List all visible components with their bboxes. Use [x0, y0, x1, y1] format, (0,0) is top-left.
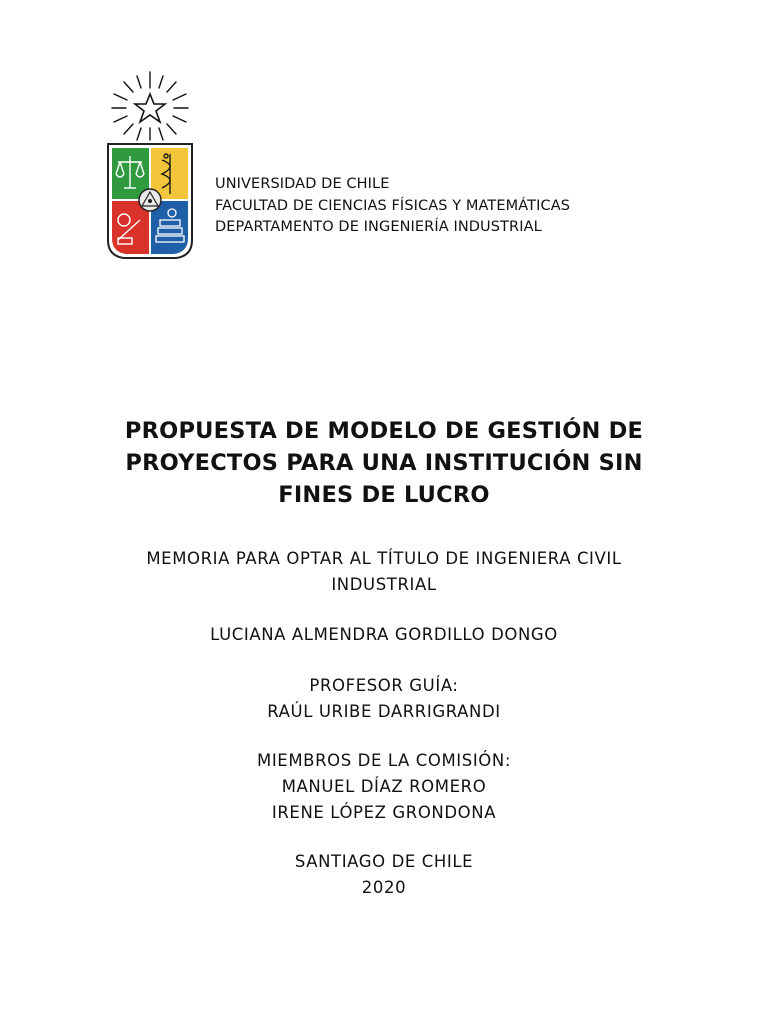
committee-label: MIEMBROS DE LA COMISIÓN:: [257, 751, 511, 770]
author-name: [84, 622, 684, 648]
year: 2020: [361, 878, 407, 897]
faculty-name: FACULTAD DE CIENCIAS FÍSICAS Y MATEMÁTICAS: [215, 197, 571, 214]
thesis-title-line-3: FINES DE LUCRO: [278, 482, 490, 508]
thesis-title: [84, 415, 684, 511]
committee-members: [84, 748, 684, 826]
place-and-year: [84, 849, 684, 901]
committee-member: MANUEL DÍAZ ROMERO: [281, 777, 487, 796]
guide-professor-name: RAÚL URIBE DARRIGRANDI: [267, 702, 501, 721]
degree-statement: [84, 546, 684, 598]
shield-icon: [108, 144, 192, 258]
star-icon: [135, 94, 165, 122]
guide-professor: [84, 673, 684, 725]
author-name-text: LUCIANA ALMENDRA GORDILLO DONGO: [210, 625, 558, 644]
institution-header: [215, 174, 570, 239]
city: SANTIAGO DE CHILE: [294, 852, 474, 871]
university-name: UNIVERSIDAD DE CHILE: [215, 176, 390, 192]
degree-statement-line-1: MEMORIA PARA OPTAR AL TÍTULO DE INGENIERA CIVIL: [146, 549, 622, 568]
committee-member: IRENE LÓPEZ GRONDONA: [271, 803, 497, 822]
thesis-title-line-1: PROPUESTA DE MODELO DE GESTIÓN DE: [124, 418, 644, 444]
degree-statement-line-2: INDUSTRIAL: [331, 575, 437, 594]
university-crest-logo: [104, 70, 196, 264]
department-name: DEPARTAMENTO DE INGENIERÍA INDUSTRIAL: [215, 219, 542, 235]
thesis-title-line-2: PROYECTOS PARA UNA INSTITUCIÓN SIN: [125, 450, 643, 476]
guide-professor-label: PROFESOR GUÍA:: [309, 676, 459, 695]
